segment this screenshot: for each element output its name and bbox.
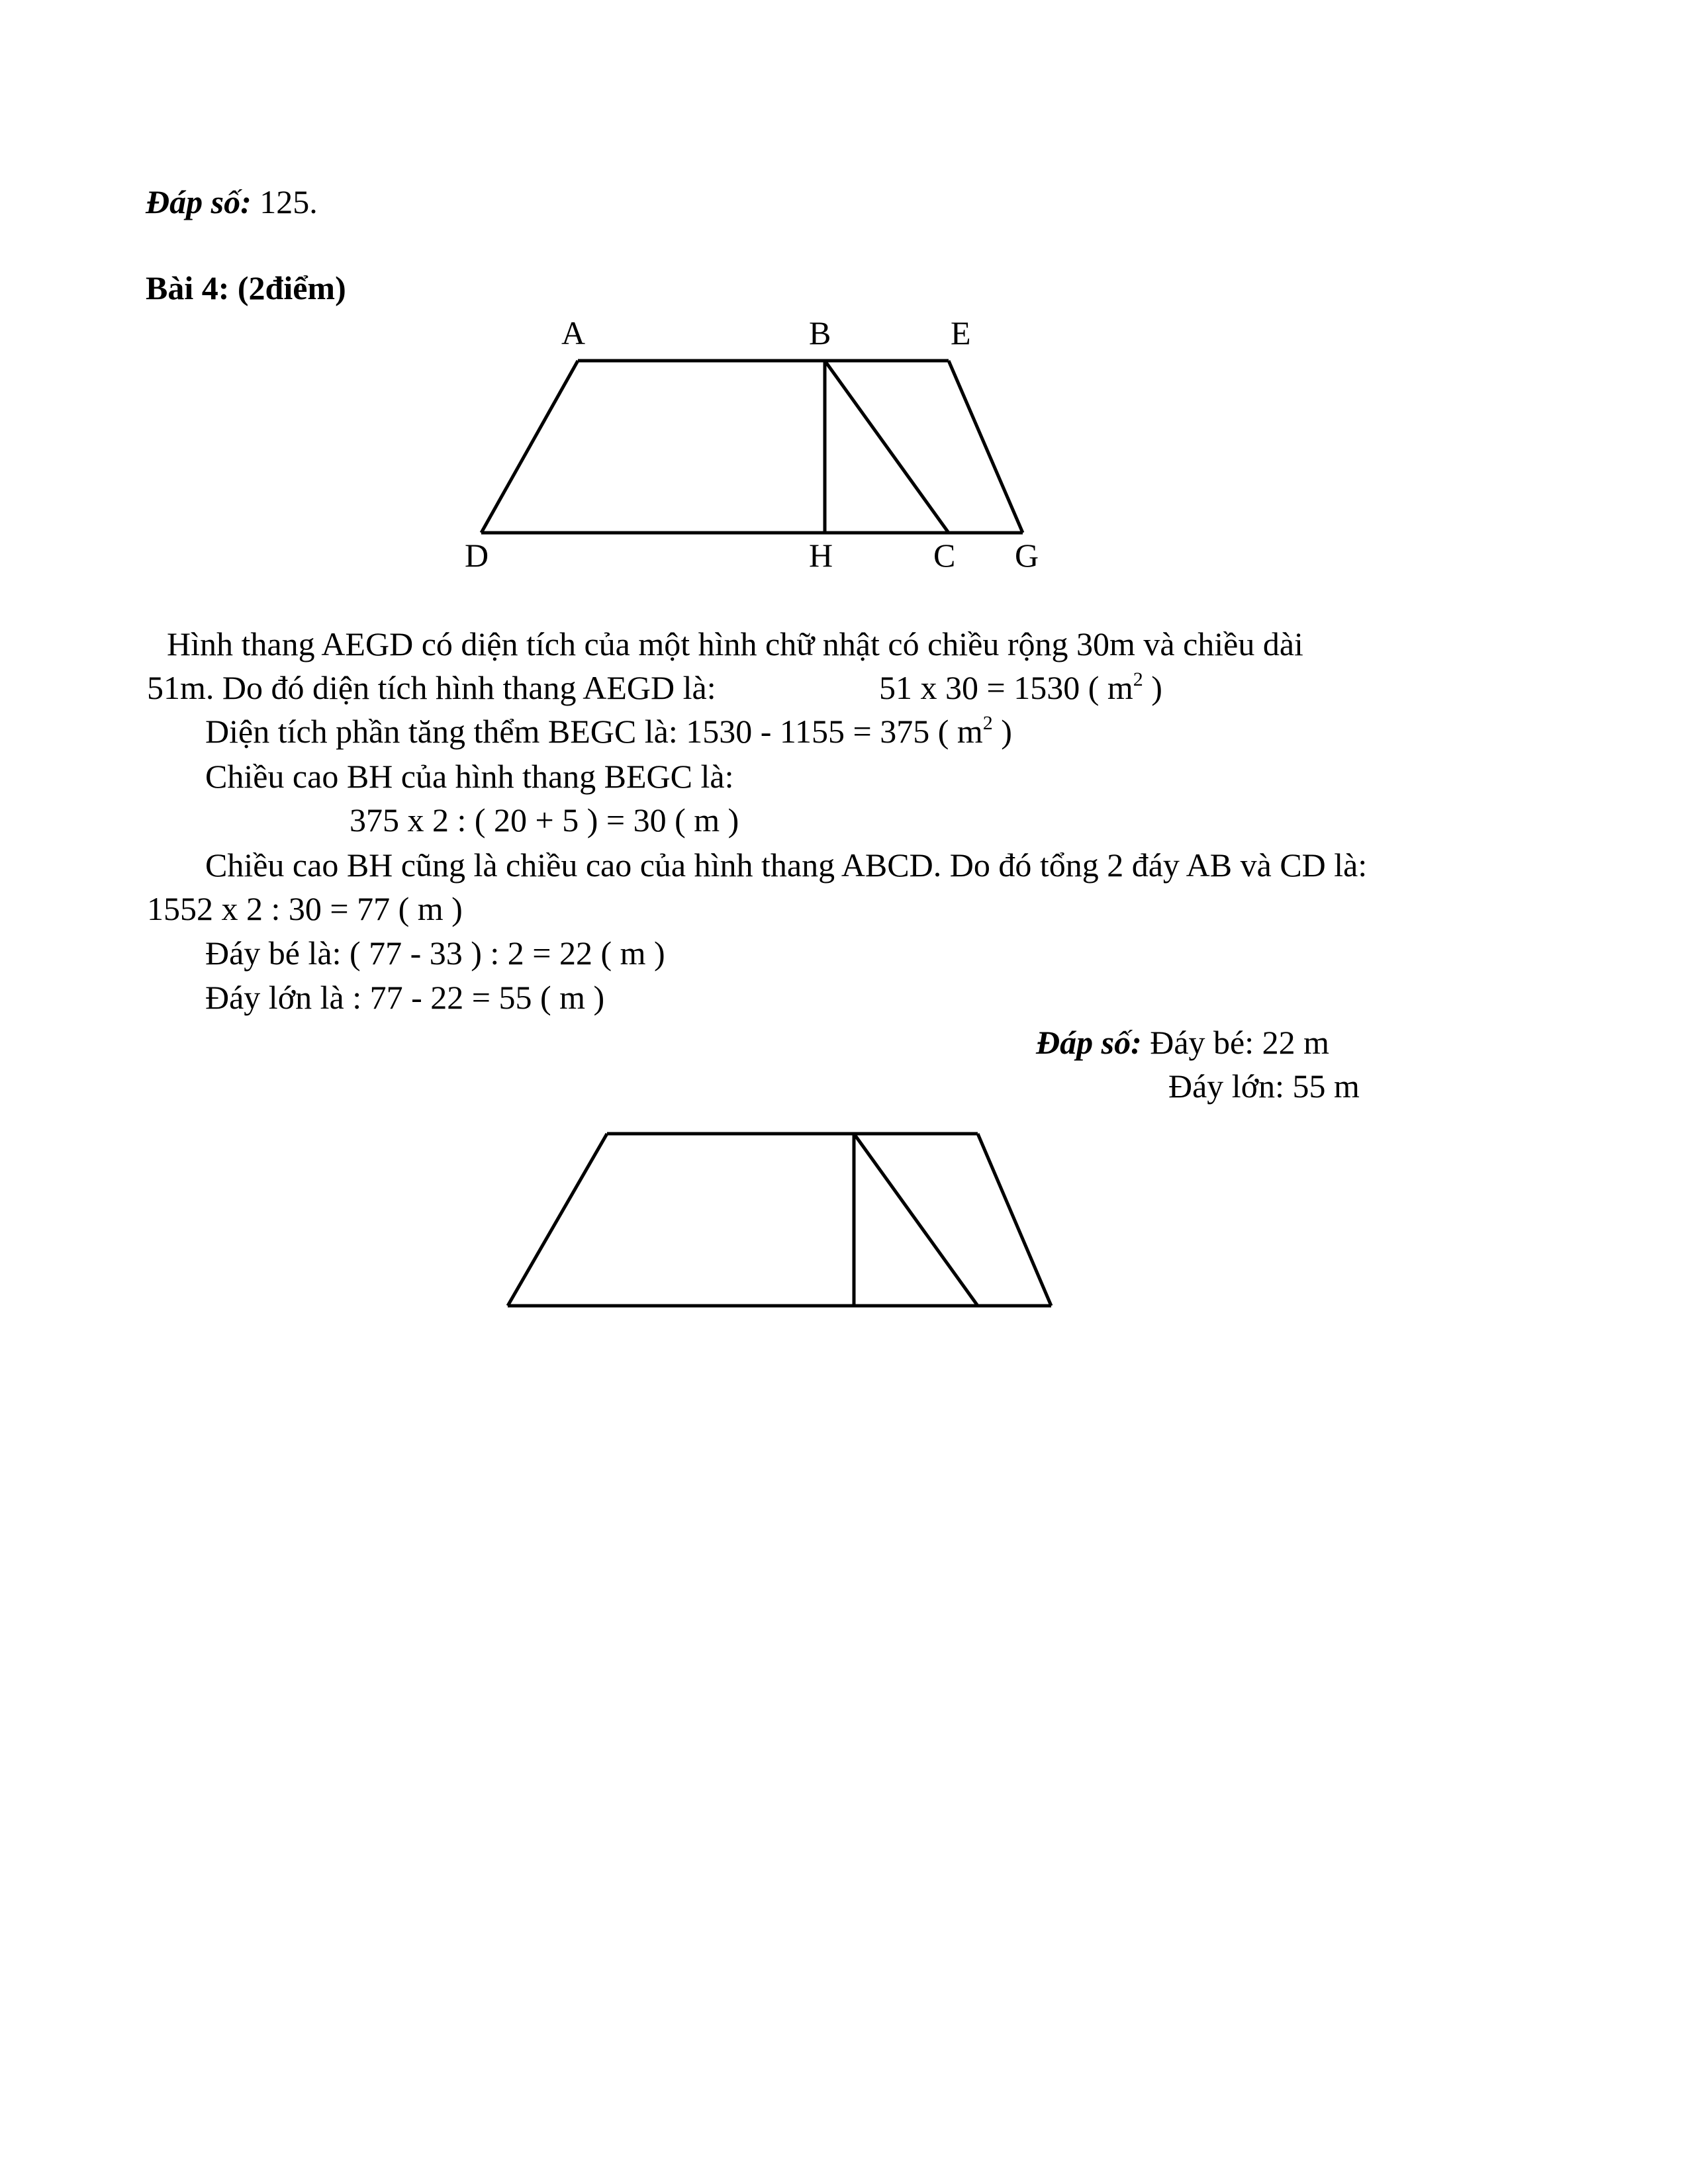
solution-line-1: Hình thang AEGD có diện tích của một hình chữ nhật có chiều rộng 30m và chiều dài — [167, 625, 1303, 662]
superscript: 2 — [982, 712, 993, 734]
point-label-C: C — [933, 537, 956, 574]
problem-title: Bài 4: (2điểm) — [146, 269, 346, 306]
solution-line-3-end: ) — [992, 713, 1012, 750]
point-label-B: B — [809, 314, 831, 351]
solution-line-5: 375 x 2 : ( 20 + 5 ) = 30 ( m ) — [350, 801, 739, 839]
point-label-D: D — [465, 537, 489, 574]
solution-line-2-text: 51m. Do đó diện tích hình thang AEGD là: — [147, 669, 716, 706]
superscript: 2 — [1133, 668, 1143, 690]
point-label-G: G — [1015, 537, 1039, 574]
final-answer-small-base: Đáy bé: 22 m — [1141, 1024, 1329, 1061]
point-label-H: H — [809, 537, 833, 574]
final-answer-large-base: Đáy lớn: 55 m — [1168, 1068, 1360, 1105]
segment-left — [508, 1134, 607, 1306]
point-label-A: A — [561, 314, 586, 351]
segment-diagonal — [854, 1134, 978, 1306]
solution-line-6: Chiều cao BH cũng là chiều cao của hình thang ABCD. Do đó tổng 2 đáy AB và CD là: — [205, 846, 1368, 884]
point-label-E: E — [951, 314, 971, 351]
final-answer-label: Đáp số: — [1036, 1024, 1142, 1061]
previous-answer-value: 125. — [251, 183, 318, 220]
calc-end: ) — [1143, 669, 1162, 706]
previous-answer-label: Đáp số: — [146, 183, 252, 220]
solution-line-7: 1552 x 2 : 30 = 77 ( m ) — [147, 890, 463, 927]
solution-line-8: Đáy bé là: ( 77 - 33 ) : 2 = 22 ( m ) — [205, 934, 665, 972]
solution-line-3-text: Diện tích phần tăng thểm BEGC là: 1530 - 1155 = 375 ( m — [205, 713, 983, 750]
calc-text: 51 x 30 = 1530 ( m — [879, 669, 1133, 706]
solution-line-9: Đáy lớn là : 77 - 22 = 55 ( m ) — [205, 979, 605, 1016]
segment-right — [978, 1134, 1051, 1306]
solution-line-4: Chiều cao BH của hình thang BEGC là: — [205, 758, 734, 795]
